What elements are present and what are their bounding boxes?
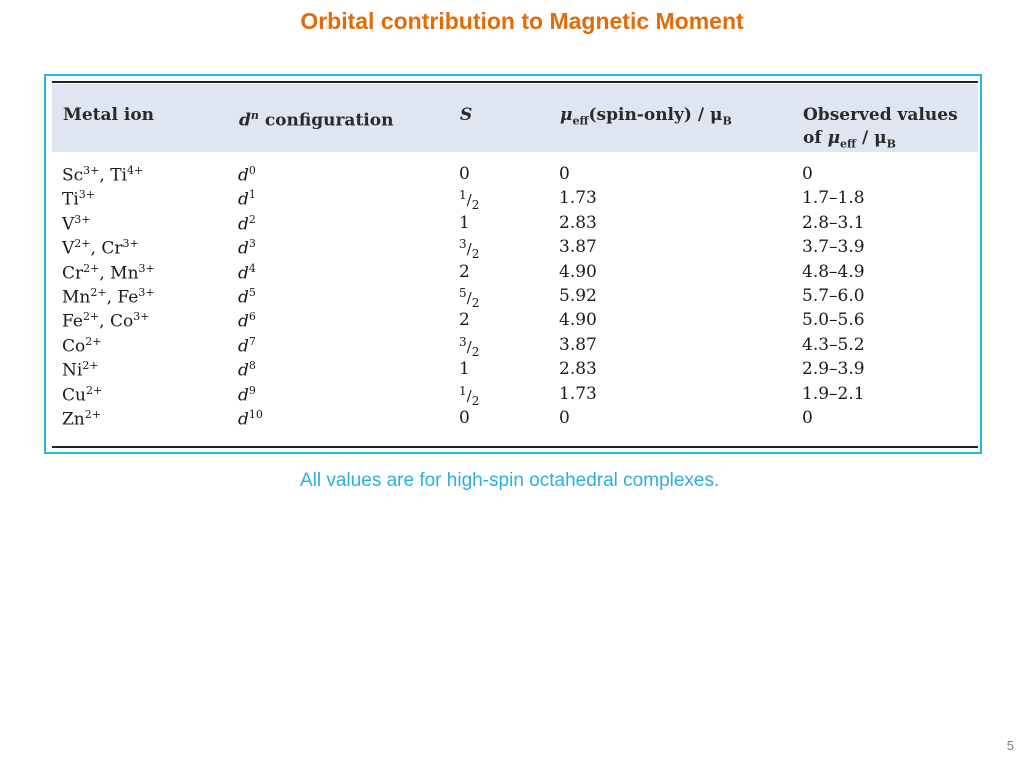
spin-value: $^1/_2$ (459, 383, 480, 408)
metal-ion: $Ti^{3+}$ (62, 188, 95, 211)
page-number: 5 (1006, 738, 1014, 753)
d-configuration: $d^{10}$ (238, 407, 263, 430)
table-top-rule (52, 81, 978, 83)
spin-value: $^3/_2$ (459, 334, 480, 359)
table-body (62, 162, 982, 430)
d-configuration: $d^0$ (238, 164, 256, 186)
metal-ion: $V^{3+}$ (62, 212, 91, 235)
spin-value: 1 (459, 359, 470, 380)
observed-value: 4.3–5.2 (802, 334, 865, 355)
slide-title: Orbital contribution to Magnetic Moment (300, 8, 744, 34)
table-row (62, 162, 982, 186)
footnote: All values are for high-spin octahedral complexes. (300, 470, 720, 491)
header-metal-ion: Metal ion (63, 105, 155, 125)
metal-ion: $Co^{2+}$ (62, 334, 102, 357)
spin-value: 0 (459, 164, 470, 184)
observed-value: 3.7–3.9 (802, 237, 865, 258)
table-header (52, 84, 978, 152)
mu-spin-only-value: 2.83 (559, 212, 597, 233)
table-bottom-rule (52, 446, 978, 448)
d-configuration: $d^1$ (238, 188, 256, 211)
d-configuration: $d^6$ (238, 310, 256, 332)
spin-value: $^3/_2$ (459, 237, 480, 262)
d-configuration: $d^2$ (238, 212, 256, 235)
metal-ion: $Sc^{3+}$, $Ti^{4+}$ (62, 164, 144, 186)
header-configuration: $d^n$ configuration (239, 109, 394, 131)
d-configuration: $d^8$ (238, 359, 256, 381)
mu-spin-only-value: 1.73 (559, 383, 597, 404)
observed-value: 2.8–3.1 (802, 212, 865, 233)
metal-ion: $Cu^{2+}$ (62, 383, 103, 406)
d-configuration: $d^5$ (238, 285, 256, 308)
spin-value: $^1/_2$ (459, 188, 480, 213)
d-configuration: $d^3$ (238, 237, 256, 259)
spin-value: 0 (459, 407, 470, 428)
table-row (62, 186, 982, 213)
observed-value: 5.0–5.6 (802, 310, 865, 331)
table-row (62, 333, 982, 357)
table-frame (44, 74, 982, 454)
header-mu-spin-only: $\mu_{eff}(spin-only) / \mu_B$ (560, 105, 732, 128)
d-configuration: $d^9$ (238, 383, 256, 406)
observed-value: 1.7–1.8 (802, 188, 865, 209)
table-row (62, 260, 982, 284)
d-configuration: $d^4$ (238, 261, 256, 284)
spin-value: 2 (459, 261, 470, 282)
observed-value: 5.7–6.0 (802, 285, 865, 306)
header-spin: S (460, 105, 473, 125)
table-row (62, 235, 982, 262)
observed-value: 2.9–3.9 (802, 359, 865, 380)
metal-ion: $Zn^{2+}$ (62, 407, 101, 430)
metal-ion: $Fe^{2+}$, $Co^{3+}$ (62, 310, 150, 332)
mu-spin-only-value: 5.92 (559, 285, 597, 306)
table-row (62, 357, 982, 381)
table-row (62, 211, 982, 235)
table-row (62, 382, 982, 406)
table-row (62, 284, 982, 308)
d-configuration: $d^7$ (238, 334, 256, 357)
mu-spin-only-value: 0 (559, 407, 570, 428)
spin-value: 1 (459, 212, 470, 233)
mu-spin-only-value: 1.73 (559, 188, 597, 209)
mu-spin-only-value: 3.87 (559, 237, 597, 258)
observed-value: 1.9–2.1 (802, 383, 865, 404)
spin-value: 2 (459, 310, 470, 331)
metal-ion: $V^{2+}$, $Cr^{3+}$ (62, 237, 139, 259)
table-row (62, 406, 982, 430)
spin-value: $^5/_2$ (459, 285, 480, 310)
mu-spin-only-value: 2.83 (559, 359, 597, 380)
header-observed: Observed values of $\mu_{eff} / \mu_B$ (803, 105, 958, 151)
mu-spin-only-value: 4.90 (559, 310, 597, 331)
mu-spin-only-value: 0 (559, 164, 570, 184)
metal-ion: $Cr^{2+}$, $Mn^{3+}$ (62, 261, 155, 284)
table-row (62, 308, 982, 332)
observed-value: 0 (802, 164, 813, 184)
mu-spin-only-value: 3.87 (559, 334, 597, 355)
observed-value: 4.8–4.9 (802, 261, 865, 282)
observed-value: 0 (802, 407, 813, 428)
mu-spin-only-value: 4.90 (559, 261, 597, 282)
metal-ion: $Ni^{2+}$ (62, 359, 99, 381)
metal-ion: $Mn^{2+}$, $Fe^{3+}$ (62, 285, 155, 308)
